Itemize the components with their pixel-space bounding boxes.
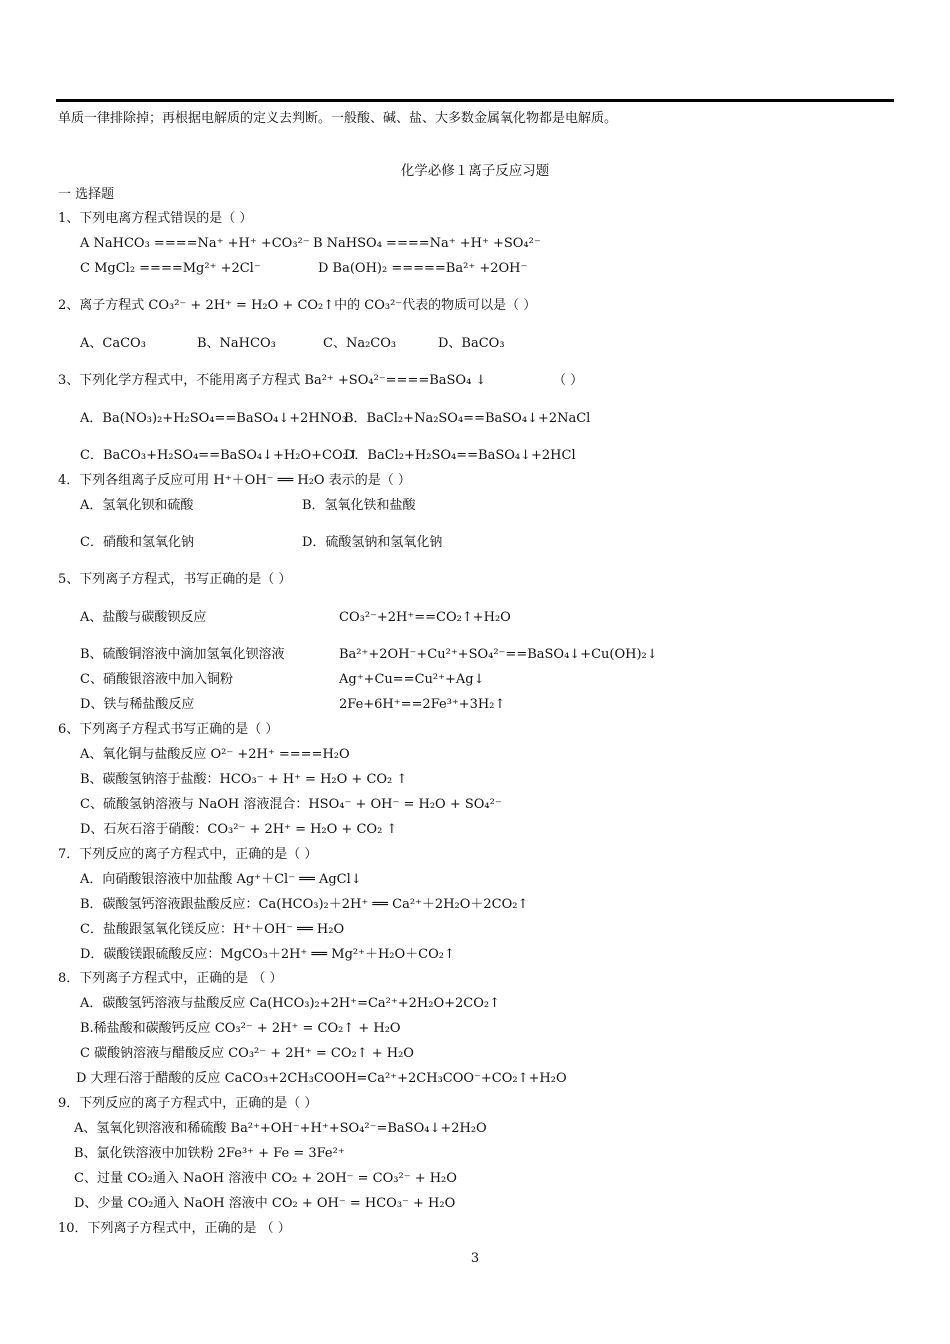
question-line: 6、下列离子方程式书写正确的是（ ）: [58, 722, 279, 737]
option-line: A．碳酸氢钙溶液与盐酸反应 Ca(HCO₃)₂+2H⁺=Ca²⁺+2H₂O+2CO₂↑: [80, 996, 500, 1011]
option-line: C．盐酸跟氢氧化镁反应：H⁺＋OH⁻ ══ H₂O: [80, 922, 345, 937]
option-line: B、氯化铁溶液中加铁粉 2Fe³⁺ + Fe = 3Fe²⁺: [74, 1146, 345, 1161]
question-line: 10．下列离子方程式中，正确的是 （ ）: [58, 1221, 291, 1236]
answer-bracket: （ ）: [553, 373, 584, 388]
option-line: D．碳酸镁跟硫酸反应：MgCO₃＋2H⁺ ══ Mg²⁺＋H₂O＋CO₂↑: [80, 947, 455, 962]
option-line: D Ba(OH)₂ =====Ba²⁺ +2OH⁻: [318, 261, 528, 276]
option-line: D．硫酸氢钠和氢氧化钠: [302, 535, 443, 550]
option-line: A NaHCO₃ ====Na⁺ +H⁺ +CO₃²⁻: [80, 236, 310, 251]
option-line: D 大理石溶于醋酸的反应 CaCO₃+2CH₃COOH=Ca²⁺+2CH₃COO⁻+CO₂↑+H₂O: [76, 1071, 567, 1086]
option-line: D、石灰石溶于硝酸：CO₃²⁻ + 2H⁺ = H₂O + CO₂ ↑: [80, 822, 398, 837]
option-line: A．向硝酸银溶液中加盐酸 Ag⁺＋Cl⁻ ══ AgCl↓: [80, 872, 362, 887]
intro-line: 单质一律排除掉；再根据电解质的定义去判断。一般酸、碱、盐、大多数金属氧化物都是电解质。: [58, 111, 618, 126]
option-line: C．BaCO₃+H₂SO₄==BaSO₄↓+H₂O+CO₂↑: [80, 448, 359, 463]
option-line: B．BaCl₂+Na₂SO₄==BaSO₄↓+2NaCl: [344, 411, 591, 426]
option-line: C、Na₂CO₃: [323, 336, 397, 351]
option-line: A、氧化铜与盐酸反应 O²⁻ +2H⁺ ====H₂O: [80, 747, 350, 762]
page-number: 3: [470, 1251, 480, 1266]
question-line: 1、下列电离方程式错误的是（ ）: [58, 211, 253, 226]
option-line: B、硫酸铜溶液中滴加氢氧化钡溶液: [80, 647, 285, 662]
option-line: C、硫酸氢钠溶液与 NaOH 溶液混合：HSO₄⁻ + OH⁻ = H₂O + SO₄²⁻: [80, 797, 502, 812]
option-line: C．硝酸和氢氧化钠: [80, 535, 194, 550]
option-equation: Ag⁺+Cu==Cu²⁺+Ag↓: [339, 672, 485, 687]
option-line: B NaHSO₄ ====Na⁺ +H⁺ +SO₄²⁻: [313, 236, 541, 251]
option-line: B、NaHCO₃: [197, 336, 276, 351]
option-line: C、过量 CO₂通入 NaOH 溶液中 CO₂ + 2OH⁻ = CO₃²⁻ + H₂O: [74, 1171, 457, 1186]
option-line: D．BaCl₂+H₂SO₄==BaSO₄↓+2HCl: [344, 448, 576, 463]
option-line: C MgCl₂ ====Mg²⁺ +2Cl⁻: [80, 261, 261, 276]
question-line: 4．下列各组离子反应可用 H⁺＋OH⁻ ══ H₂O 表示的是（ ）: [58, 473, 411, 488]
option-line: A．Ba(NO₃)₂+H₂SO₄==BaSO₄↓+2HNO₃: [80, 411, 348, 426]
option-line: B．碳酸氢钙溶液跟盐酸反应：Ca(HCO₃)₂＋2H⁺ ══ Ca²⁺＋2H₂O＋2CO₂↑: [80, 897, 529, 912]
option-line: D、BaCO₃: [438, 336, 505, 351]
question-line: 5、下列离子方程式，书写正确的是（ ）: [58, 572, 292, 587]
option-line: B.稀盐酸和碳酸钙反应 CO₃²⁻ + 2H⁺ = CO₂↑ + H₂O: [80, 1021, 401, 1036]
option-line: A、CaCO₃: [80, 336, 146, 351]
section-heading: 一 选择题: [58, 187, 115, 202]
question-line: 2、离子方程式 CO₃²⁻ + 2H⁺ = H₂O + CO₂↑中的 CO₃²⁻代表的物质可以是（ ）: [58, 298, 537, 313]
option-line: D、铁与稀盐酸反应: [80, 697, 195, 712]
option-equation: CO₃²⁻+2H⁺==CO₂↑+H₂O: [339, 610, 511, 625]
option-line: B、碳酸氢钠溶于盐酸：HCO₃⁻ + H⁺ = H₂O + CO₂ ↑: [80, 772, 408, 787]
page-title: 化学必修１离子反应习题: [400, 163, 550, 179]
question-line: 9．下列反应的离子方程式中，正确的是（ ）: [58, 1096, 318, 1111]
option-line: A、盐酸与碳酸钡反应: [80, 610, 207, 625]
question-line: 7．下列反应的离子方程式中，正确的是（ ）: [58, 847, 318, 862]
option-line: C 碳酸钠溶液与醋酸反应 CO₃²⁻ + 2H⁺ = CO₂↑ + H₂O: [80, 1046, 414, 1061]
option-line: D、少量 CO₂通入 NaOH 溶液中 CO₂ + OH⁻ = HCO₃⁻ + H₂O: [74, 1196, 456, 1211]
option-line: B．氢氧化铁和盐酸: [302, 498, 416, 513]
option-equation: Ba²⁺+2OH⁻+Cu²⁺+SO₄²⁻==BaSO₄↓+Cu(OH)₂↓: [339, 647, 658, 662]
question-line: 8．下列离子方程式中，正确的是 （ ）: [58, 971, 283, 986]
option-line: A．氢氧化钡和硫酸: [80, 498, 194, 513]
header-rule: [56, 99, 894, 102]
option-line: A、氢氧化钡溶液和稀硫酸 Ba²⁺+OH⁻+H⁺+SO₄²⁻=BaSO₄↓+2H₂O: [74, 1121, 487, 1136]
question-line: 3、下列化学方程式中，不能用离子方程式 Ba²⁺ +SO₄²⁻====BaSO₄ ↓: [58, 373, 487, 388]
option-equation: 2Fe+6H⁺==2Fe³⁺+3H₂↑: [339, 697, 506, 712]
option-line: C、硝酸银溶液中加入铜粉: [80, 672, 233, 687]
